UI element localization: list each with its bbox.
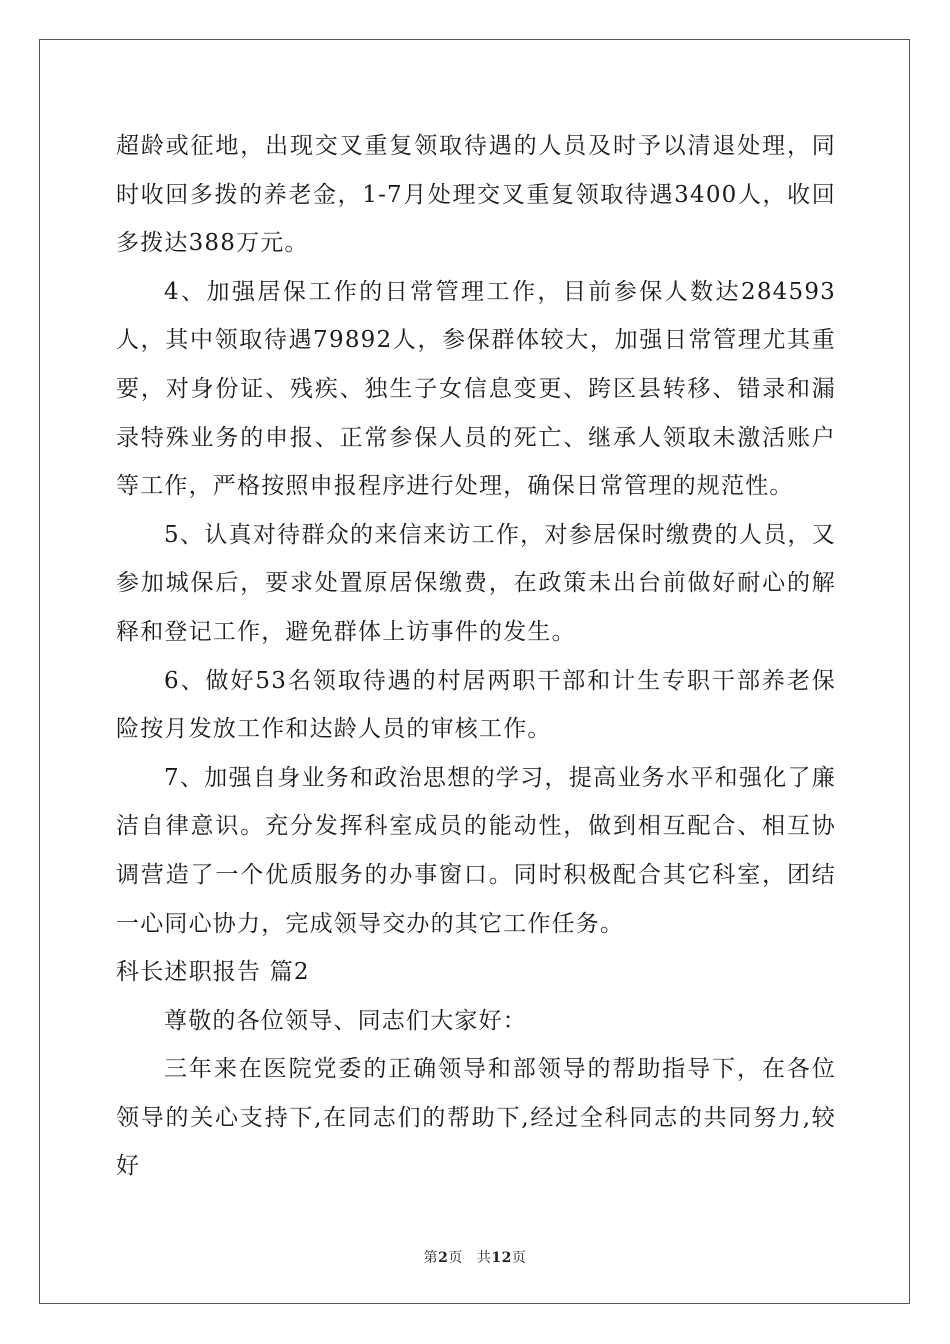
paragraph-item-7: 7、加强自身业务和政治思想的学习，提高业务水平和强化了廉洁自律意识。充分发挥科室成员的能动性，做到相互配合、相互协调营造了一个优质服务的办事窗口。同时积极配合其它科室，团结一心同心协力，完成领导交办的其它工作任务。	[116, 764, 836, 937]
salutation: 尊敬的各位领导、同志们大家好：	[164, 1007, 527, 1034]
footer-prefix: 第	[423, 1250, 439, 1266]
current-page-number: 2	[438, 1250, 449, 1266]
paragraph-item-6: 6、做好53名领取待遇的村居两职干部和计生专职干部养老保险按月发放工作和达龄人员的审核工作。	[116, 667, 836, 743]
page-footer	[0, 1247, 950, 1267]
footer-page-suffix: 页	[448, 1250, 463, 1266]
paragraph-intro: 三年来在医院党委的正确领导和部领导的帮助指导下，在各位领导的关心支持下,在同志们的帮助下,经过全科同志的共同努力,较好	[116, 1056, 836, 1180]
section-heading: 科长述职报告 篇2	[116, 959, 310, 986]
paragraph-item-5: 5、认真对待群众的来信来访工作，对参居保时缴费的人员，又参加城保后，要求处置原居保缴费，在政策未出台前做好耐心的解释和登记工作，避免群体上访事件的发生。	[116, 521, 836, 645]
total-pages-number: 12	[491, 1250, 512, 1266]
paragraph-continuation: 超龄或征地，出现交叉重复领取待遇的人员及时予以清退处理，同时收回多拨的养老金，1-7月处理交叉重复领取待遇3400人，收回多拨达388万元。	[116, 133, 836, 257]
footer-total-prefix: 共	[476, 1250, 492, 1266]
footer-total-suffix: 页	[511, 1250, 527, 1266]
document-body	[116, 122, 836, 1191]
paragraph-item-4: 4、加强居保工作的日常管理工作，目前参保人数达284593人，其中领取待遇79892人，参保群体较大，加强日常管理尤其重要，对身份证、残疾、独生子女信息变更、跨区县转移、错录和漏录特殊业务的申报、正常参保人员的死亡、继承人领取未激活账户等工作，严格按照申报程序进行处理，确保日常管理的规范性。	[116, 278, 836, 500]
